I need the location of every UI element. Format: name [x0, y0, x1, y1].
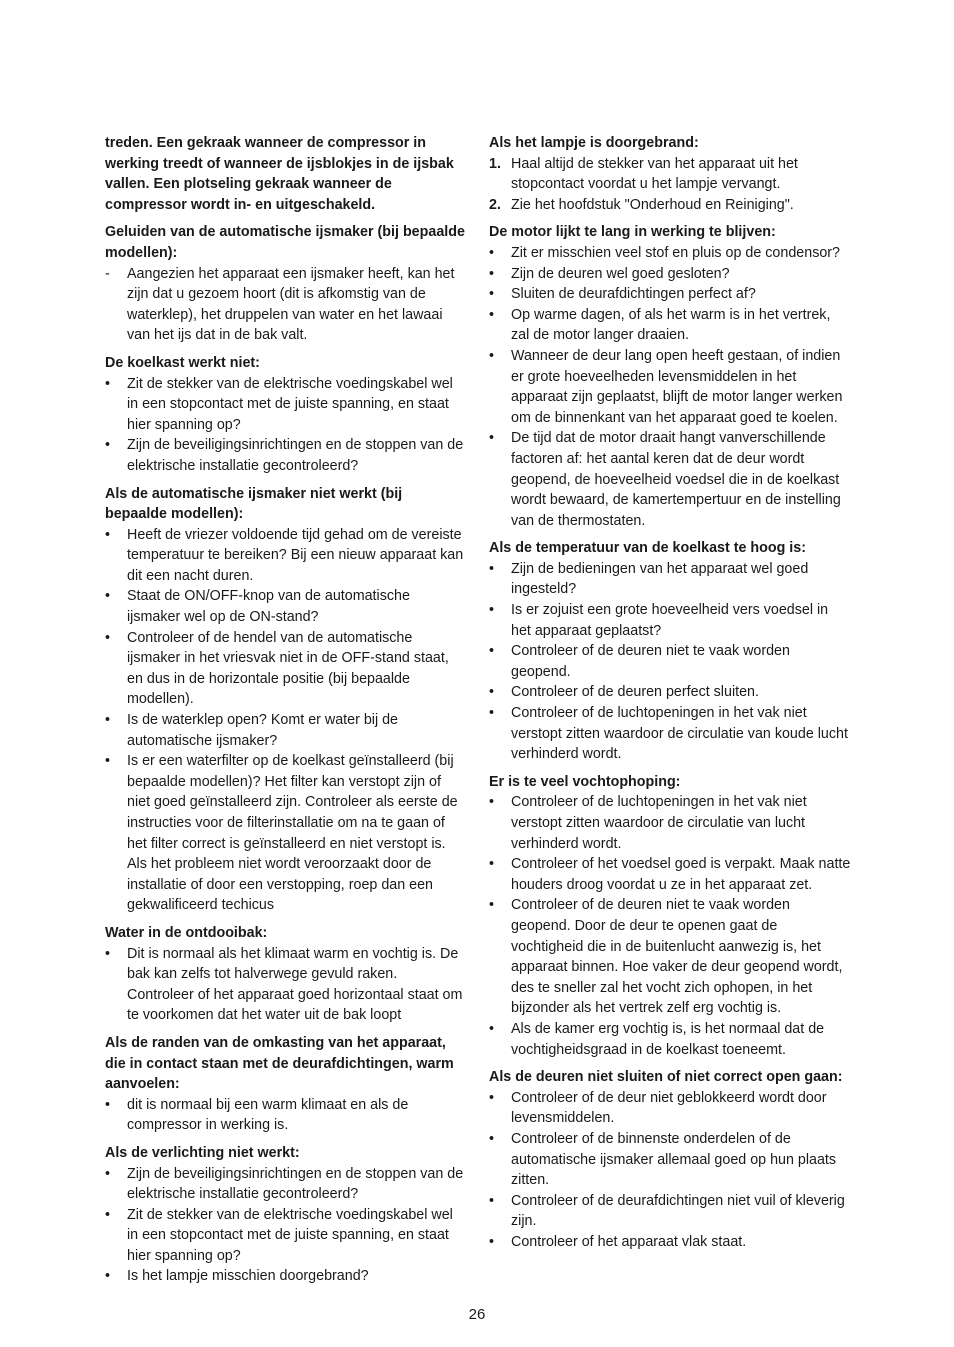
- list-number: 2.: [489, 196, 501, 213]
- bullet-marker: •: [105, 629, 111, 646]
- section-title: Als de randen van de omkasting van het apparaat, die in contact staan met de deurafdichtingen, warm aanvoelen:: [105, 1034, 454, 1093]
- page-number: 26: [468, 1306, 486, 1323]
- list-item: [489, 792, 851, 854]
- bullet-marker: •: [489, 1233, 495, 1250]
- list-item: [105, 710, 467, 751]
- bullet-marker: •: [105, 1096, 111, 1113]
- bullet-marker: •: [489, 856, 495, 873]
- list-item: [489, 641, 851, 682]
- troubleshooting-section: [489, 133, 851, 215]
- section-title: Als het lampje is doorgebrand:: [489, 135, 699, 151]
- bullet-marker: •: [489, 306, 495, 323]
- list-item-text: Aangezien het apparaat een ijsmaker heeft, kan het zijn dat u gezoem hoort (dit is afkomstig van de waterklep), het druppelen van water en het lawaai van het ijs dat in de bak valt.: [127, 265, 455, 344]
- list-item-text: Controleer of het voedsel goed is verpakt. Maak natte houders droog voordat u ze in het apparaat zet.: [511, 856, 851, 893]
- list-item: [489, 1191, 851, 1232]
- list-item: [489, 284, 851, 305]
- troubleshooting-section: [105, 1033, 467, 1136]
- bullet-list: [105, 374, 467, 477]
- section-title: Als de verlichting niet werkt:: [105, 1144, 300, 1161]
- bullet-marker: •: [105, 588, 111, 605]
- list-item-text: Op warme dagen, of als het warm is in het vertrek, zal de motor langer draaien.: [511, 306, 831, 344]
- list-item: [105, 435, 467, 476]
- list-item-text: Zit de stekker van de elektrische voedingskabel wel in een stopcontact met de juiste spanning, en staat hier spanning op?: [127, 375, 453, 433]
- section-title: Als de deuren niet sluiten of niet correct open gaan:: [489, 1069, 843, 1086]
- list-item-text: Controleer of de deuren perfect sluiten.: [511, 684, 759, 701]
- bullet-marker: •: [489, 897, 495, 914]
- bullet-marker: •: [489, 1020, 495, 1037]
- list-item-text: Controleer of de hendel van de automatische ijsmaker in het vriesvak niet in de OFF-stand staat, en dus in de horizontale positie (bij bepaalde modellen).: [127, 629, 449, 708]
- list-item-text: Wanneer de deur lang open heeft gestaan, of indien er grote hoeveelheden levensmiddelen in het apparaat zijn geplaatst, blijft de motor langer werken om de binnenkant van het apparaat goed te koelen.: [511, 347, 843, 426]
- section-title: De koelkast werkt niet:: [105, 354, 260, 371]
- list-item-text: Controleer of de binnenste onderdelen of de automatische ijsmaker allemaal goed op hun plaats zitten.: [511, 1130, 837, 1189]
- bullet-marker: •: [105, 437, 111, 454]
- list-item: [105, 1095, 467, 1136]
- bullet-marker: •: [105, 1268, 111, 1285]
- bullet-marker: •: [489, 794, 495, 811]
- troubleshooting-section: [489, 1067, 851, 1252]
- troubleshooting-section: [489, 222, 851, 531]
- list-item-text: Controleer of de deur niet geblokkeerd wordt door levensmiddelen.: [511, 1089, 827, 1127]
- list-item: [489, 195, 851, 216]
- list-number: 1.: [489, 155, 501, 172]
- list-item-text: Zie het hoofdstuk "Onderhoud en Reiniging".: [511, 196, 794, 213]
- troubleshooting-section: [105, 484, 467, 916]
- bullet-marker: •: [489, 286, 495, 303]
- list-item: [489, 600, 851, 641]
- right-sections: [489, 133, 851, 1252]
- list-item: [489, 346, 851, 428]
- bullet-marker: •: [105, 526, 111, 543]
- bullet-marker: •: [489, 560, 495, 577]
- bullet-list: [489, 559, 851, 765]
- bullet-marker: •: [105, 945, 111, 962]
- list-item-text: Als de kamer erg vochtig is, is het normaal dat de vochtigheidsgraad in de koelkast toeneemt.: [511, 1020, 825, 1058]
- bullet-list: [105, 1095, 467, 1136]
- bullet-marker: •: [489, 602, 495, 619]
- section-title: De motor lijkt te lang in werking te blijven:: [489, 224, 776, 241]
- list-item-text: Dit is normaal als het klimaat warm en vochtig is. De bak kan zelfs tot halverwege gevuld raken. Controleer of het apparaat goed horizontaal staat om te voorkomen dat het water uit de bak loopt: [127, 945, 463, 1024]
- bullet-marker: -: [105, 265, 110, 282]
- list-item-text: Is de waterklep open? Komt er water bij de automatische ijsmaker?: [127, 712, 398, 749]
- bullet-list: [105, 525, 467, 916]
- list-item: [489, 895, 851, 1019]
- list-item: [105, 1266, 467, 1287]
- list-item: [105, 374, 467, 436]
- list-item: [489, 243, 851, 264]
- list-item: [105, 944, 467, 1026]
- list-item-text: Zit er misschien veel stof en pluis op de condensor?: [511, 244, 841, 261]
- list-item: [489, 264, 851, 285]
- list-item-text: Is er zojuist een grote hoeveelheid vers voedsel in het apparaat geplaatst?: [511, 602, 829, 639]
- numbered-list: [489, 154, 851, 216]
- list-item: [489, 1088, 851, 1129]
- list-item-text: Controleer of de deurafdichtingen niet vuil of kleverig zijn.: [511, 1192, 845, 1230]
- bullet-marker: •: [489, 430, 495, 447]
- list-item-text: Haal altijd de stekker van het apparaat uit het stopcontact voordat u het lampje vervangt.: [511, 155, 798, 193]
- list-item-text: Controleer of de luchtopeningen in het vak niet verstopt zitten waardoor de circulatie van koude lucht verhinderd wordt.: [511, 705, 848, 763]
- list-item-text: Controleer of de luchtopeningen in het vak niet verstopt zitten waardoor de circulatie van lucht verhinderd wordt.: [511, 794, 807, 852]
- bullet-list: [105, 264, 467, 346]
- right-column: [489, 133, 851, 1259]
- bullet-list: [489, 792, 851, 1060]
- bullet-marker: •: [105, 712, 111, 729]
- section-title: Geluiden van de automatische ijsmaker (bij bepaalde modellen):: [105, 224, 465, 261]
- bullet-marker: •: [489, 643, 495, 660]
- bullet-marker: •: [489, 244, 495, 261]
- list-item-text: Heeft de vriezer voldoende tijd gehad om de vereiste temperatuur te bereiken? Bij een nieuw apparaat kan dit een nacht duren.: [127, 526, 464, 584]
- bullet-marker: •: [489, 347, 495, 364]
- bullet-marker: •: [489, 705, 495, 722]
- list-item-text: Zijn de beveiligingsinrichtingen en de stoppen van de elektrische installatie gecontroleerd?: [127, 1165, 464, 1203]
- list-item-text: Zit de stekker van de elektrische voedingskabel wel in een stopcontact met de juiste spanning, en staat hier spanning op?: [127, 1206, 453, 1264]
- left-sections: [105, 222, 467, 1287]
- list-item: [105, 1164, 467, 1205]
- troubleshooting-section: [489, 538, 851, 765]
- list-item-text: De tijd dat de motor draait hangt vanverschillende factoren af: het aantal keren dat de deur wordt geopend, de hoeveelheid voedsel die in de koelkast wordt bewaard, de kamertempertuur en de instelling van de thermostaten.: [511, 430, 841, 529]
- bullet-list: [105, 1164, 467, 1288]
- section-title: Als de temperatuur van de koelkast te hoog is:: [489, 540, 806, 557]
- list-item-text: Controleer of het apparaat vlak staat.: [511, 1233, 747, 1250]
- section-title: Water in de ontdooibak:: [105, 924, 268, 941]
- list-item: [105, 264, 467, 346]
- list-item-text: Controleer of de deuren niet te vaak worden geopend. Door de deur te openen gaat de vochtigheid die in de buitenlucht aanwezig is, het apparaat binnen. Hoe vaker de deur geopend wordt, des te sneller zal het vocht zich ophopen, in het bijzonder als het vertrek zelf erg vochtig is.: [511, 897, 843, 1017]
- bullet-marker: •: [489, 1192, 495, 1209]
- list-item-text: Zijn de deuren wel goed gesloten?: [511, 265, 730, 282]
- bullet-marker: •: [489, 1089, 495, 1106]
- troubleshooting-section: [105, 222, 467, 346]
- list-item: [489, 428, 851, 531]
- left-column: [105, 133, 467, 1294]
- list-item: [489, 1232, 851, 1253]
- list-item: [489, 1019, 851, 1060]
- bullet-list: [489, 1088, 851, 1253]
- list-item-text: Sluiten de deurafdichtingen perfect af?: [511, 286, 756, 303]
- intro-paragraph: treden. Een gekraak wanneer de compressor in werking treedt of wanneer de ijsblokjes in de ijsbak vallen. Een plotseling gekraak wanneer de compressor wordt in- en uitgeschakeld.: [105, 135, 454, 213]
- list-item-text: Is het lampje misschien doorgebrand?: [127, 1268, 369, 1285]
- section-title: Als de automatische ijsmaker niet werkt (bij bepaalde modellen):: [105, 485, 403, 523]
- troubleshooting-section: [105, 923, 467, 1026]
- bullet-marker: •: [489, 684, 495, 701]
- list-item: [489, 1129, 851, 1191]
- bullet-marker: •: [105, 375, 111, 392]
- list-item-text: Staat de ON/OFF-knop van de automatische ijsmaker wel op de ON-stand?: [127, 588, 410, 626]
- troubleshooting-section: [105, 353, 467, 477]
- bullet-marker: •: [489, 265, 495, 282]
- bullet-list: [489, 243, 851, 531]
- list-item-text: Controleer of de deuren niet te vaak worden geopend.: [511, 643, 790, 680]
- bullet-marker: •: [105, 753, 111, 770]
- list-item: [105, 628, 467, 710]
- list-item: [105, 1205, 467, 1267]
- section-title: Er is te veel vochtophoping:: [489, 773, 681, 790]
- list-item: [105, 525, 467, 587]
- list-item: [489, 154, 851, 195]
- list-item-text: Zijn de bedieningen van het apparaat wel goed ingesteld?: [511, 560, 809, 598]
- list-item: [489, 854, 851, 895]
- bullet-marker: •: [105, 1165, 111, 1182]
- list-item-text: Zijn de beveiligingsinrichtingen en de stoppen van de elektrische installatie gecontroleerd?: [127, 437, 464, 474]
- list-item: [489, 559, 851, 600]
- list-item: [489, 305, 851, 346]
- list-item-text: dit is normaal bij een warm klimaat en als de compressor in werking is.: [127, 1096, 409, 1134]
- list-item: [489, 682, 851, 703]
- list-item-text: Is er een waterfilter op de koelkast geïnstalleerd (bij bepaalde modellen)? Het filter kan verstopt zijn of niet goed geïnstalleerd zijn. Controleer als eerste de instructies voor de filterinstallatie om na te gaan of het filter correct is geïnstalleerd en niet verstopt is. Als het probleem niet wordt veroorzaakt door de installatie of door een verstopping, roep dan een gekwalificeerd techicus: [127, 753, 458, 914]
- troubleshooting-section: [105, 1143, 467, 1287]
- list-item: [489, 703, 851, 765]
- list-item: [105, 751, 467, 916]
- troubleshooting-section: [489, 772, 851, 1060]
- bullet-marker: •: [105, 1206, 111, 1223]
- bullet-list: [105, 944, 467, 1026]
- list-item: [105, 586, 467, 627]
- bullet-marker: •: [489, 1130, 495, 1147]
